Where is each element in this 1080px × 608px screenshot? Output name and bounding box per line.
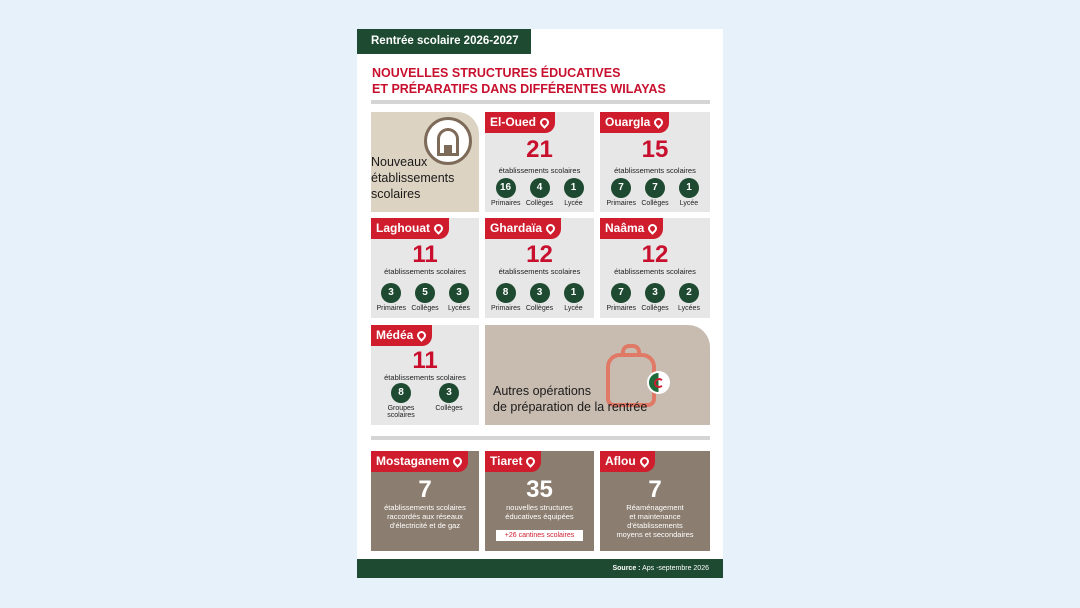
- location-pin-icon: [432, 222, 445, 235]
- title-line-1: NOUVELLES STRUCTURES ÉDUCATIVES: [372, 66, 621, 80]
- total-count: 15: [641, 136, 669, 163]
- badge-row: [371, 283, 479, 312]
- wilaya-tag: [371, 451, 468, 472]
- infographic-sheet: [357, 29, 723, 578]
- badge-lycee: 1 Lycée: [559, 283, 588, 312]
- card-el-oued: [485, 112, 594, 212]
- card-medea: [371, 325, 479, 425]
- badge-primaires: 7 Primaires: [607, 178, 636, 207]
- wilaya-name: Médéa: [376, 328, 414, 342]
- total-count: 7: [648, 476, 662, 503]
- badge-primaires: 16 Primaires: [491, 178, 520, 207]
- location-pin-icon: [525, 455, 538, 468]
- badge-row: [600, 283, 710, 312]
- badge-colleges: 3 Collèges: [525, 283, 554, 312]
- title-line-2: ET PRÉPARATIFS DANS DIFFÉRENTES WILAYAS: [372, 82, 666, 96]
- total-caption: établissements scolaires: [498, 166, 581, 175]
- total-caption: établissements scolaires: [384, 267, 466, 276]
- total-count: 12: [526, 241, 553, 268]
- divider-bottom: [371, 436, 710, 440]
- total-caption: établissements scolaires: [498, 267, 581, 276]
- intro-label-line: établissements: [371, 171, 455, 185]
- total-caption: établissements scolaires: [614, 166, 696, 175]
- intro-label: [371, 154, 454, 202]
- total-caption: Réaménagement et maintenance d'établissements moyens et secondaires: [616, 503, 694, 539]
- other-label-line: Autres opérations: [493, 384, 591, 398]
- wilaya-tag: [485, 451, 541, 472]
- wilaya-name: El-Oued: [490, 115, 537, 129]
- wilaya-tag: [371, 325, 432, 346]
- location-pin-icon: [544, 222, 557, 235]
- location-pin-icon: [415, 329, 428, 342]
- location-pin-icon: [451, 455, 464, 468]
- header-band: Rentrée scolaire 2026-2027: [357, 29, 531, 54]
- badge-colleges: 7 Collèges: [641, 178, 670, 207]
- other-operations-block: [485, 325, 710, 425]
- total-count: 11: [412, 347, 438, 374]
- badge-colleges: 5 Collèges: [411, 283, 440, 312]
- badge-primaires: 7 Primaires: [607, 283, 636, 312]
- badge-colleges: 3 Collèges: [432, 383, 466, 419]
- badge-primaires: 3 Primaires: [377, 283, 406, 312]
- card-ouargla: [600, 112, 710, 212]
- badge-primaires: 8 Primaires: [491, 283, 520, 312]
- card-tiaret: [485, 451, 594, 551]
- card-mostaganem: [371, 451, 479, 551]
- wilaya-tag: [485, 112, 555, 133]
- total-count: 35: [526, 476, 553, 503]
- total-caption: établissements scolaires: [614, 267, 696, 276]
- wilaya-name: Laghouat: [376, 221, 430, 235]
- intro-block: [371, 112, 479, 212]
- cantines-pill: +26 cantines scolaires: [496, 530, 583, 541]
- page-title: [372, 65, 712, 97]
- badge-colleges: 4 Collèges: [525, 178, 554, 207]
- badge-lycees: 3 Lycées: [445, 283, 474, 312]
- intro-label-line: Nouveaux: [371, 155, 428, 169]
- source-text: Aps -septembre 2026: [642, 565, 709, 572]
- wilaya-name: Mostaganem: [376, 454, 450, 468]
- badge-row: [485, 178, 594, 207]
- intro-label-line: scolaires: [371, 187, 421, 201]
- badge-row: [600, 178, 710, 207]
- card-ghardaia: [485, 218, 594, 318]
- location-pin-icon: [652, 116, 665, 129]
- badge-colleges: 3 Collèges: [641, 283, 670, 312]
- wilaya-tag: [371, 218, 449, 239]
- total-caption: nouvelles structures éducatives équipées: [505, 503, 574, 521]
- location-pin-icon: [638, 455, 651, 468]
- wilaya-name: Tiaret: [490, 454, 523, 468]
- divider-top: [371, 100, 710, 104]
- badge-row: [371, 383, 479, 419]
- total-caption: établissements scolaires: [384, 373, 466, 382]
- card-aflou: [600, 451, 710, 551]
- total-count: 12: [641, 241, 669, 268]
- card-laghouat: [371, 218, 479, 318]
- wilaya-tag: [600, 451, 655, 472]
- location-pin-icon: [646, 222, 659, 235]
- wilaya-name: Aflou: [605, 454, 636, 468]
- wilaya-tag: [600, 112, 669, 133]
- total-count: 21: [526, 136, 553, 163]
- badge-lycee: 1 Lycée: [675, 178, 704, 207]
- card-naama: [600, 218, 710, 318]
- badge-lycee: 1 Lycée: [559, 178, 588, 207]
- wilaya-name: Ghardaïa: [490, 221, 543, 235]
- badge-groupes-scolaires: 8 Groupes scolaires: [384, 383, 418, 419]
- wilaya-tag: [600, 218, 663, 239]
- total-caption: établissements scolaires raccordés aux réseaux d'électricité et de gaz: [384, 503, 466, 530]
- wilaya-name: Naâma: [605, 221, 645, 235]
- total-count: 11: [412, 241, 438, 268]
- wilaya-name: Ouargla: [605, 115, 651, 129]
- total-count: 7: [418, 476, 432, 503]
- other-label-line: de préparation de la rentrée: [493, 400, 648, 414]
- algeria-flag-icon: [647, 371, 670, 394]
- source-footer: [357, 559, 723, 578]
- badge-row: [485, 283, 594, 312]
- badge-lycees: 2 Lycées: [675, 283, 704, 312]
- other-operations-label: [493, 383, 647, 415]
- source-label: Source :: [612, 565, 641, 572]
- location-pin-icon: [538, 116, 551, 129]
- wilaya-tag: [485, 218, 561, 239]
